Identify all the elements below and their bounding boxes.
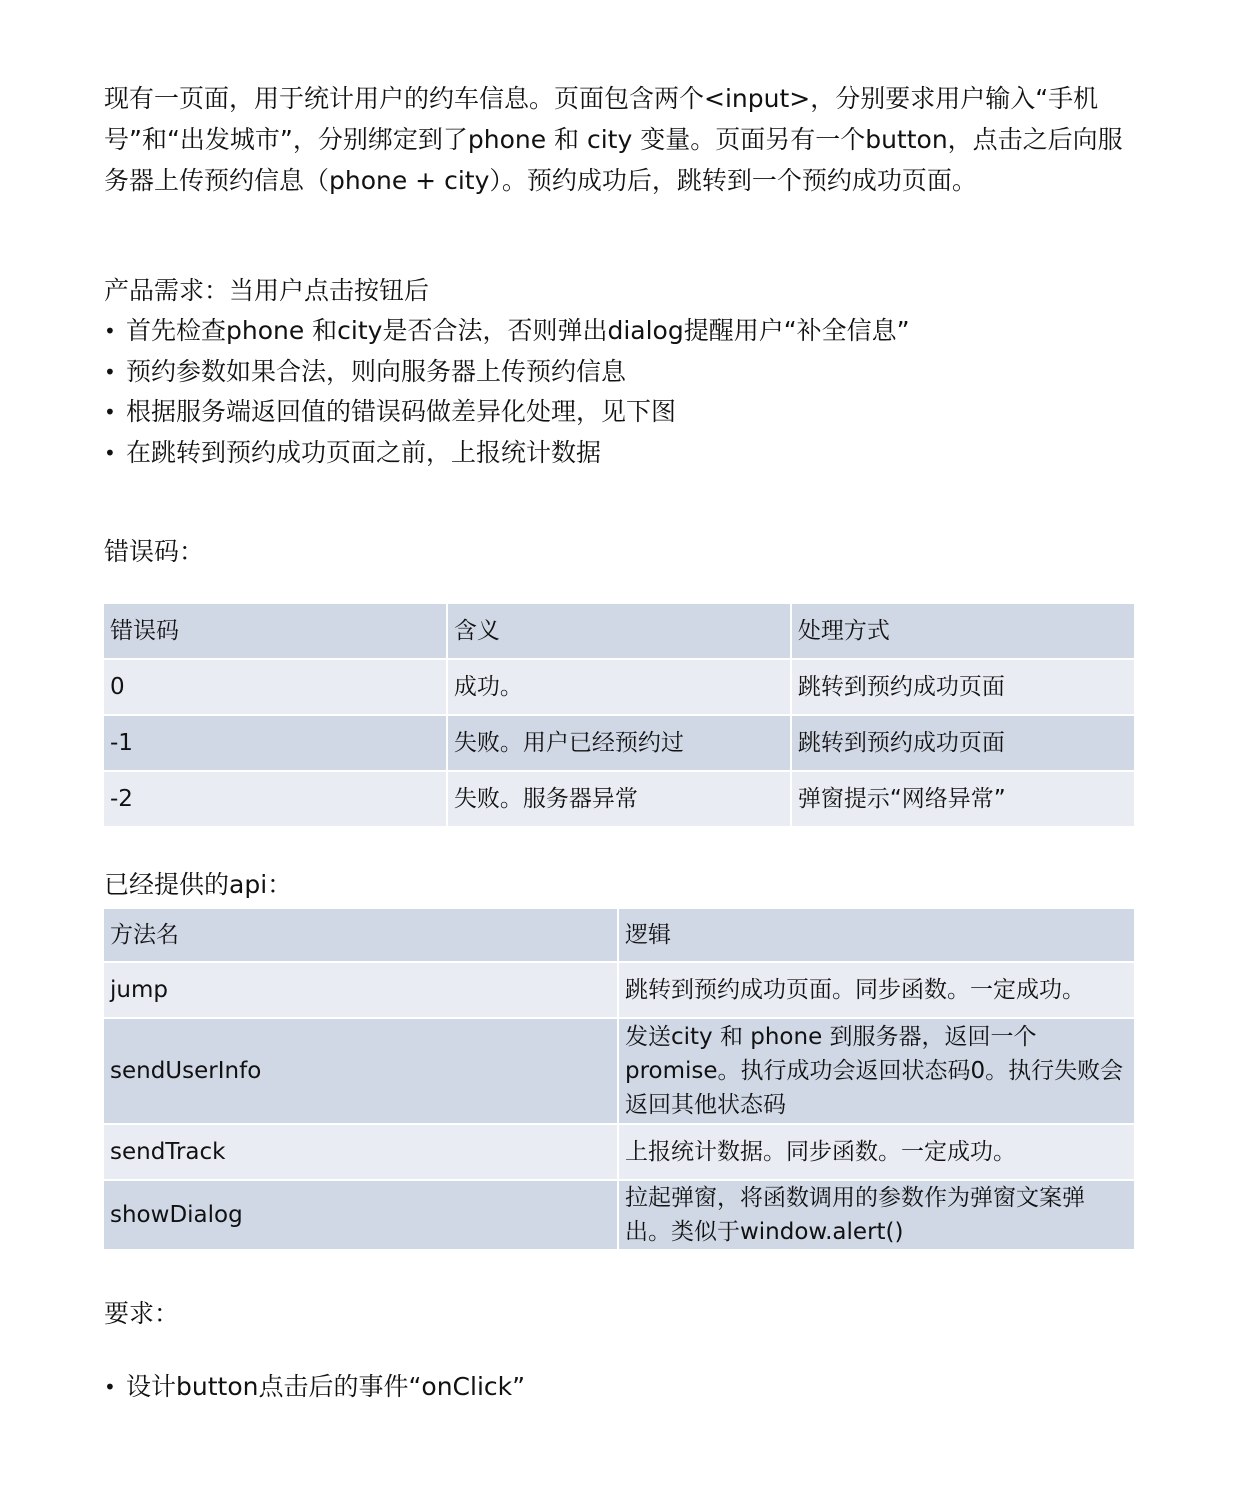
table-row [104,772,1134,826]
list-item-text: 设计button点击后的事件“onClick” [126,1372,526,1401]
table-cell: 0 [104,660,446,714]
list-item [104,392,910,433]
table-row [104,716,1134,770]
table-header-cell: 逻辑 [619,909,1134,961]
table-cell: 跳转到预约成功页面。同步函数。一定成功。 [619,963,1134,1017]
table-row [104,1019,1134,1123]
api-title: 已经提供的api： [104,870,293,899]
list-item [104,352,910,393]
list-item-text: 首先检查phone 和city是否合法，否则弹出dialog提醒用户“补全信息” [126,316,910,345]
intro-paragraph: 现有一页面，用于统计用户的约车信息。页面包含两个<input>，分别要求用户输入“手机号”和“出发城市”，分别绑定到了phone 和 city 变量。页面另有一个button，点击之后向服务器上传预约信息（phone + city）。预约成功后，跳转到一个预约成功页面。 [104,84,1123,195]
list-item [104,311,910,352]
error-codes-title: 错误码： [104,537,205,566]
table-row [104,1125,1134,1179]
error-codes-table [102,602,1136,828]
table-header-row [104,604,1134,658]
list-item-text: 在跳转到预约成功页面之前，上报统计数据 [126,437,602,467]
table-row [104,963,1134,1017]
table-cell: 上报统计数据。同步函数。一定成功。 [619,1125,1134,1179]
bullet-icon: • [104,1375,116,1399]
table-cell: 弹窗提示“网络异常” [792,772,1134,826]
table-cell: jump [104,963,617,1017]
table-cell: 跳转到预约成功页面 [792,660,1134,714]
table-cell: 拉起弹窗，将函数调用的参数作为弹窗文案弹出。类似于window.alert() [619,1181,1134,1249]
list-item [104,1367,525,1408]
table-cell: sendUserInfo [104,1019,617,1123]
api-table [102,907,1136,1251]
table-cell: 发送city 和 phone 到服务器，返回一个promise。执行成功会返回状态码0。执行失败会返回其他状态码 [619,1019,1134,1123]
requirements-section-title: 要求： [104,1299,180,1328]
table-header-cell: 错误码 [104,604,446,658]
table-cell: 失败。用户已经预约过 [448,716,790,770]
list-item [104,433,910,474]
bullet-icon: • [104,319,116,343]
bullet-icon: • [104,400,116,424]
table-cell: 跳转到预约成功页面 [792,716,1134,770]
table-cell: showDialog [104,1181,617,1249]
list-item-text: 根据服务端返回值的错误码做差异化处理，见下图 [126,397,677,426]
table-cell: 成功。 [448,660,790,714]
table-cell: sendTrack [104,1125,617,1179]
bullet-icon: • [104,440,116,465]
requirements-title: 产品需求：当用户点击按钮后 [104,276,430,305]
table-row [104,660,1134,714]
list-item-text: 预约参数如果合法，则向服务器上传预约信息 [126,356,627,386]
task-list [104,1367,525,1408]
bullet-icon: • [104,359,116,384]
table-header-cell: 含义 [448,604,790,658]
table-header-cell: 方法名 [104,909,617,961]
table-cell: -2 [104,772,446,826]
requirements-list [104,311,910,473]
table-cell: -1 [104,716,446,770]
table-header-cell: 处理方式 [792,604,1134,658]
table-cell: 失败。服务器异常 [448,772,790,826]
table-header-row [104,909,1134,961]
table-row [104,1181,1134,1249]
